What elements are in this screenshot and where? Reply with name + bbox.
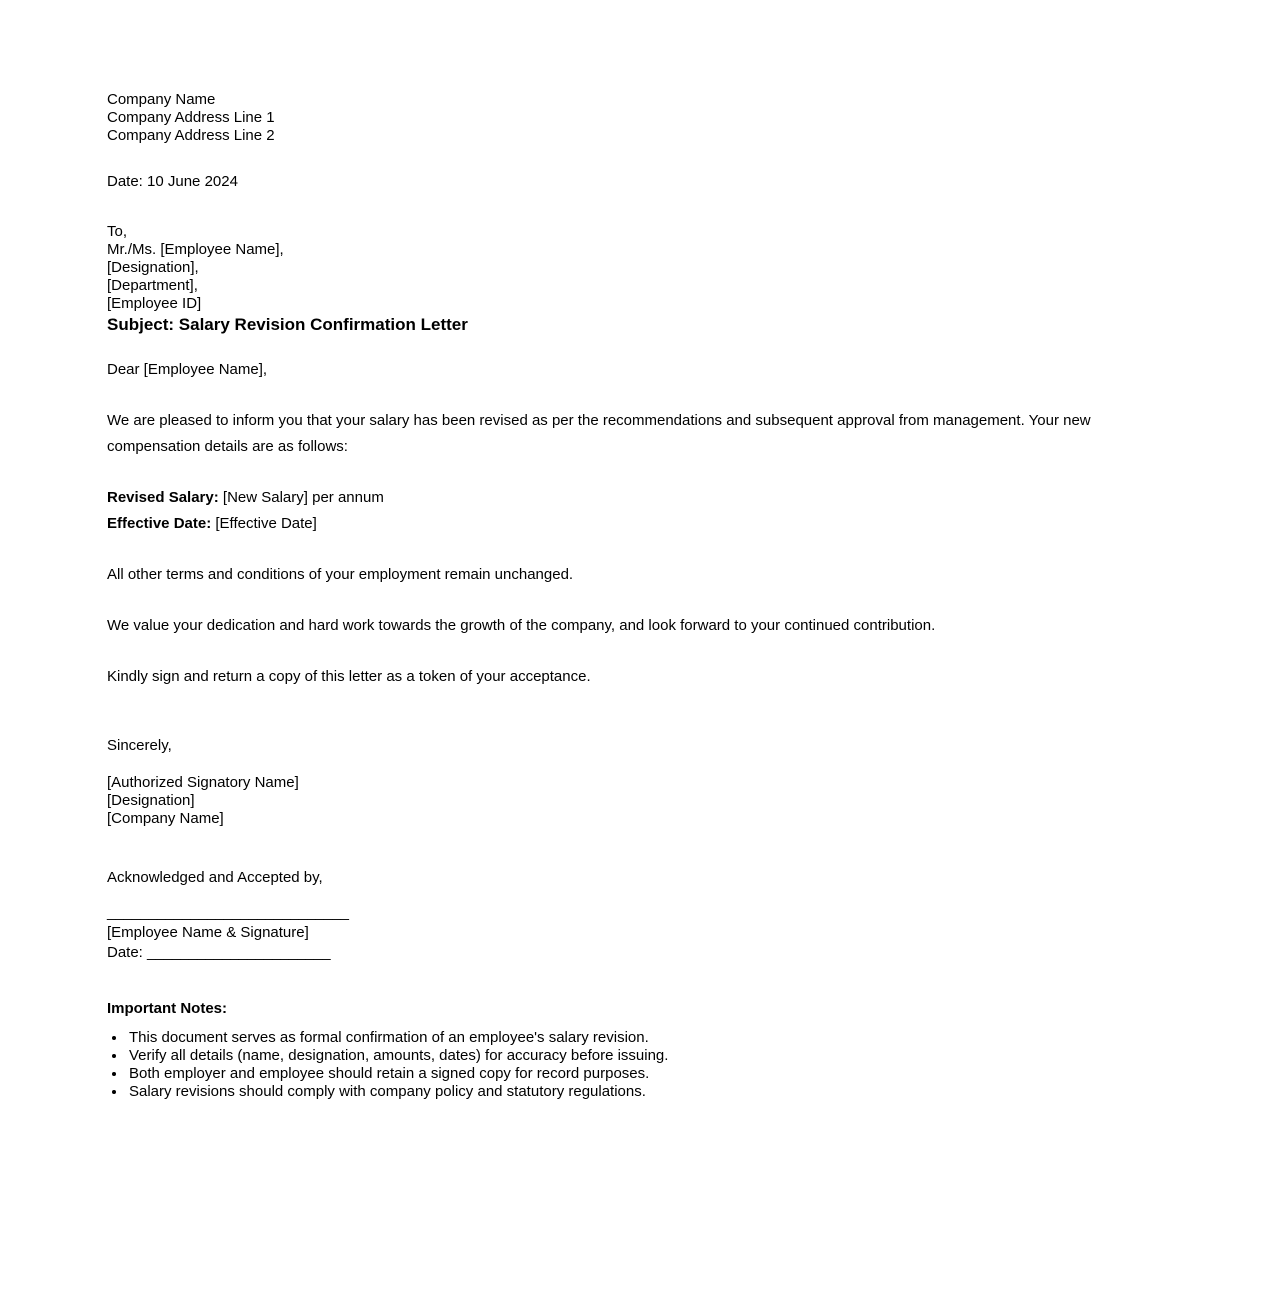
signature-rule: _____________________________ bbox=[107, 904, 349, 921]
revised-salary-line bbox=[107, 485, 1163, 511]
signature-name-placeholder: [Employee Name & Signature] bbox=[107, 924, 309, 941]
acknowledgement-line: Acknowledged and Accepted by, bbox=[107, 869, 323, 886]
compensation-details bbox=[107, 485, 1163, 537]
signatory-block bbox=[107, 774, 1163, 828]
letter-content bbox=[107, 91, 1163, 1101]
sign-request-paragraph: Kindly sign and return a copy of this letter as a token of your acceptance. bbox=[107, 668, 591, 685]
closing: Sincerely, bbox=[107, 737, 172, 754]
signature-date-line bbox=[107, 943, 1163, 963]
terms-paragraph: All other terms and conditions of your employment remain unchanged. bbox=[107, 566, 574, 583]
recipient-name: Mr./Ms. [Employee Name], bbox=[107, 241, 284, 258]
company-address-line-1: Company Address Line 1 bbox=[107, 109, 275, 126]
company-name: Company Name bbox=[107, 91, 216, 108]
effective-date-label: Effective Date: bbox=[107, 515, 212, 532]
subject-line: Subject: Salary Revision Confirmation Letter bbox=[107, 315, 468, 334]
recipient-block bbox=[107, 223, 1163, 313]
signature-date-rule: ______________________ bbox=[147, 944, 331, 961]
signatory-name: [Authorized Signatory Name] bbox=[107, 774, 299, 791]
employee-signature-block bbox=[107, 903, 1163, 963]
revised-salary-value: [New Salary] per annum bbox=[222, 489, 384, 506]
note-item: • Verify all details (name, designation, amounts, dates) for accuracy before issuing. bbox=[127, 1047, 1163, 1065]
note-item: • Salary revisions should comply with company policy and statutory regulations. bbox=[127, 1083, 1163, 1101]
letter-date: Date: 10 June 2024 bbox=[107, 173, 238, 190]
salutation: Dear [Employee Name], bbox=[107, 361, 268, 378]
signatory-company: [Company Name] bbox=[107, 810, 224, 827]
revised-salary-label: Revised Salary: bbox=[107, 489, 219, 506]
effective-date-value: [Effective Date] bbox=[215, 515, 317, 532]
effective-date-line bbox=[107, 511, 1163, 537]
company-address-block bbox=[107, 91, 1163, 145]
note-item: • This document serves as formal confirmation of an employee's salary revision. bbox=[127, 1029, 1163, 1047]
important-notes-list bbox=[107, 1029, 1163, 1101]
company-address-line-2: Company Address Line 2 bbox=[107, 127, 275, 144]
signature-date-label: Date: bbox=[107, 944, 143, 961]
recipient-employee-id: [Employee ID] bbox=[107, 295, 202, 312]
signatory-designation: [Designation] bbox=[107, 792, 195, 809]
recipient-designation: [Designation], bbox=[107, 259, 199, 276]
important-notes-heading: Important Notes: bbox=[107, 1000, 227, 1017]
intro-paragraph: We are pleased to inform you that your salary has been revised as per the recommendations and subsequent approval from management. Your new compensation details are as follows: bbox=[107, 412, 1091, 455]
note-item: • Both employer and employee should retain a signed copy for record purposes. bbox=[127, 1065, 1163, 1083]
recipient-department: [Department], bbox=[107, 277, 198, 294]
recipient-to: To, bbox=[107, 223, 128, 240]
value-paragraph: We value your dedication and hard work towards the growth of the company, and look forward to your continued contribution. bbox=[107, 617, 936, 634]
